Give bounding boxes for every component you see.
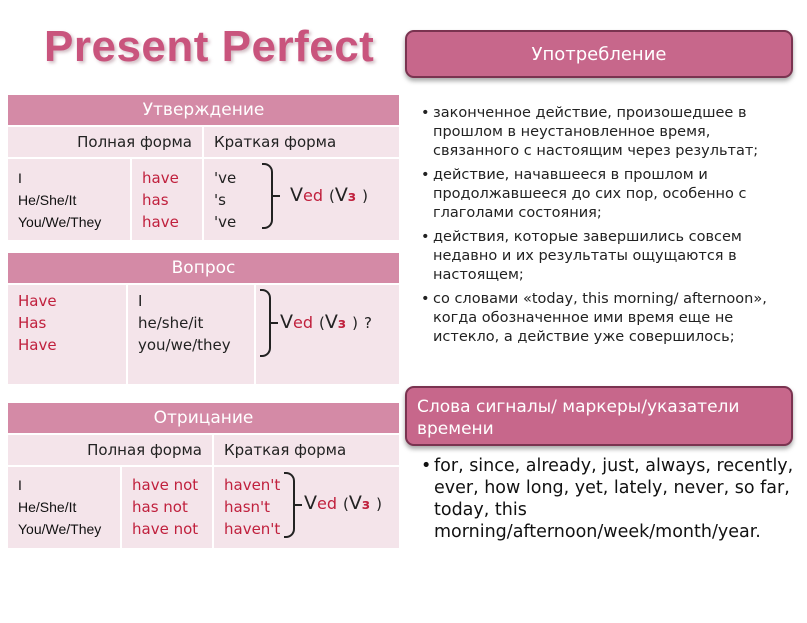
brace-icon	[284, 472, 295, 538]
pronoun: I	[18, 477, 22, 493]
affirmative-pronouns	[8, 159, 132, 240]
aux-verb: Have	[18, 336, 57, 354]
page-title: Present Perfect	[44, 22, 375, 71]
aux-verb: have not	[132, 476, 199, 494]
question-header: Вопрос	[8, 253, 399, 285]
affirmative-full-forms	[132, 159, 204, 240]
list-item: • законченное действие, произошедшее в прошлом в неустановленное время, связанного с настоящим через результат;	[421, 104, 793, 161]
question-auxiliaries	[8, 285, 128, 384]
brace-icon	[262, 163, 273, 229]
bullet-icon: •	[421, 456, 432, 476]
pronoun: I	[138, 292, 143, 310]
verb-formula: Ved (Vз )	[304, 492, 382, 514]
markers-header: Слова сигналы/ маркеры/указатели времени	[405, 386, 793, 446]
pronoun: You/We/They	[18, 214, 102, 230]
full-form-label: Полная форма	[8, 435, 214, 465]
pronoun: you/we/they	[138, 336, 231, 354]
aux-verb: have not	[132, 520, 199, 538]
negative-form-labels	[8, 435, 399, 467]
contraction: 've	[214, 213, 237, 231]
markers-list	[421, 455, 805, 543]
short-form-label: Краткая форма	[214, 133, 337, 151]
negative-panel	[8, 403, 399, 548]
aux-verb: have	[142, 169, 179, 187]
affirmative-panel	[8, 95, 399, 240]
verb-formula: Ved (Vз ) ?	[280, 311, 372, 333]
usage-list	[421, 104, 793, 352]
negative-pronouns	[8, 467, 122, 548]
list-item: • со словами «today, this morning/ afternoon», когда обозначенное ими время еще не истекло, а действие уже совершилось;	[421, 290, 793, 347]
affirmative-form-labels	[8, 127, 399, 159]
pronoun: I	[18, 170, 22, 186]
question-pronouns	[128, 285, 256, 384]
negative-header: Отрицание	[8, 403, 399, 435]
contraction: haven't	[224, 520, 281, 538]
question-body	[8, 285, 399, 384]
contraction: haven't	[224, 476, 281, 494]
list-item: • действия, которые завершились совсем недавно и их результаты ощущаются в настоящем;	[421, 228, 793, 285]
aux-verb: Have	[18, 292, 57, 310]
affirmative-short-formula	[204, 159, 399, 240]
contraction: 've	[214, 169, 237, 187]
full-form-label: Полная форма	[8, 127, 204, 157]
affirmative-header: Утверждение	[8, 95, 399, 127]
contraction: 's	[214, 191, 226, 209]
pronoun: He/She/It	[18, 192, 77, 208]
list-item: • действие, начавшееся в прошлом и продолжавшееся до сих пор, особенно с глаголами состояния;	[421, 166, 793, 223]
verb-formula: Ved (Vз )	[290, 184, 368, 206]
aux-verb: has not	[132, 498, 188, 516]
aux-verb: have	[142, 213, 179, 231]
aux-verb: Has	[18, 314, 47, 332]
question-panel	[8, 253, 399, 384]
negative-full-forms	[122, 467, 214, 548]
negative-body	[8, 467, 399, 548]
usage-header: Употребление	[405, 30, 793, 78]
negative-short-formula	[214, 467, 399, 548]
affirmative-body	[8, 159, 399, 240]
brace-icon	[260, 289, 271, 357]
markers-text: for, since, already, just, always, recently, ever, how long, yet, lately, never, so far, today, this morning/afternoon/week/month/year.	[434, 456, 794, 542]
pronoun: he/she/it	[138, 314, 204, 332]
contraction: hasn't	[224, 498, 271, 516]
pronoun: You/We/They	[18, 521, 102, 537]
pronoun: He/She/It	[18, 499, 77, 515]
question-formula	[256, 285, 399, 384]
short-form-label: Краткая форма	[224, 441, 347, 459]
aux-verb: has	[142, 191, 169, 209]
